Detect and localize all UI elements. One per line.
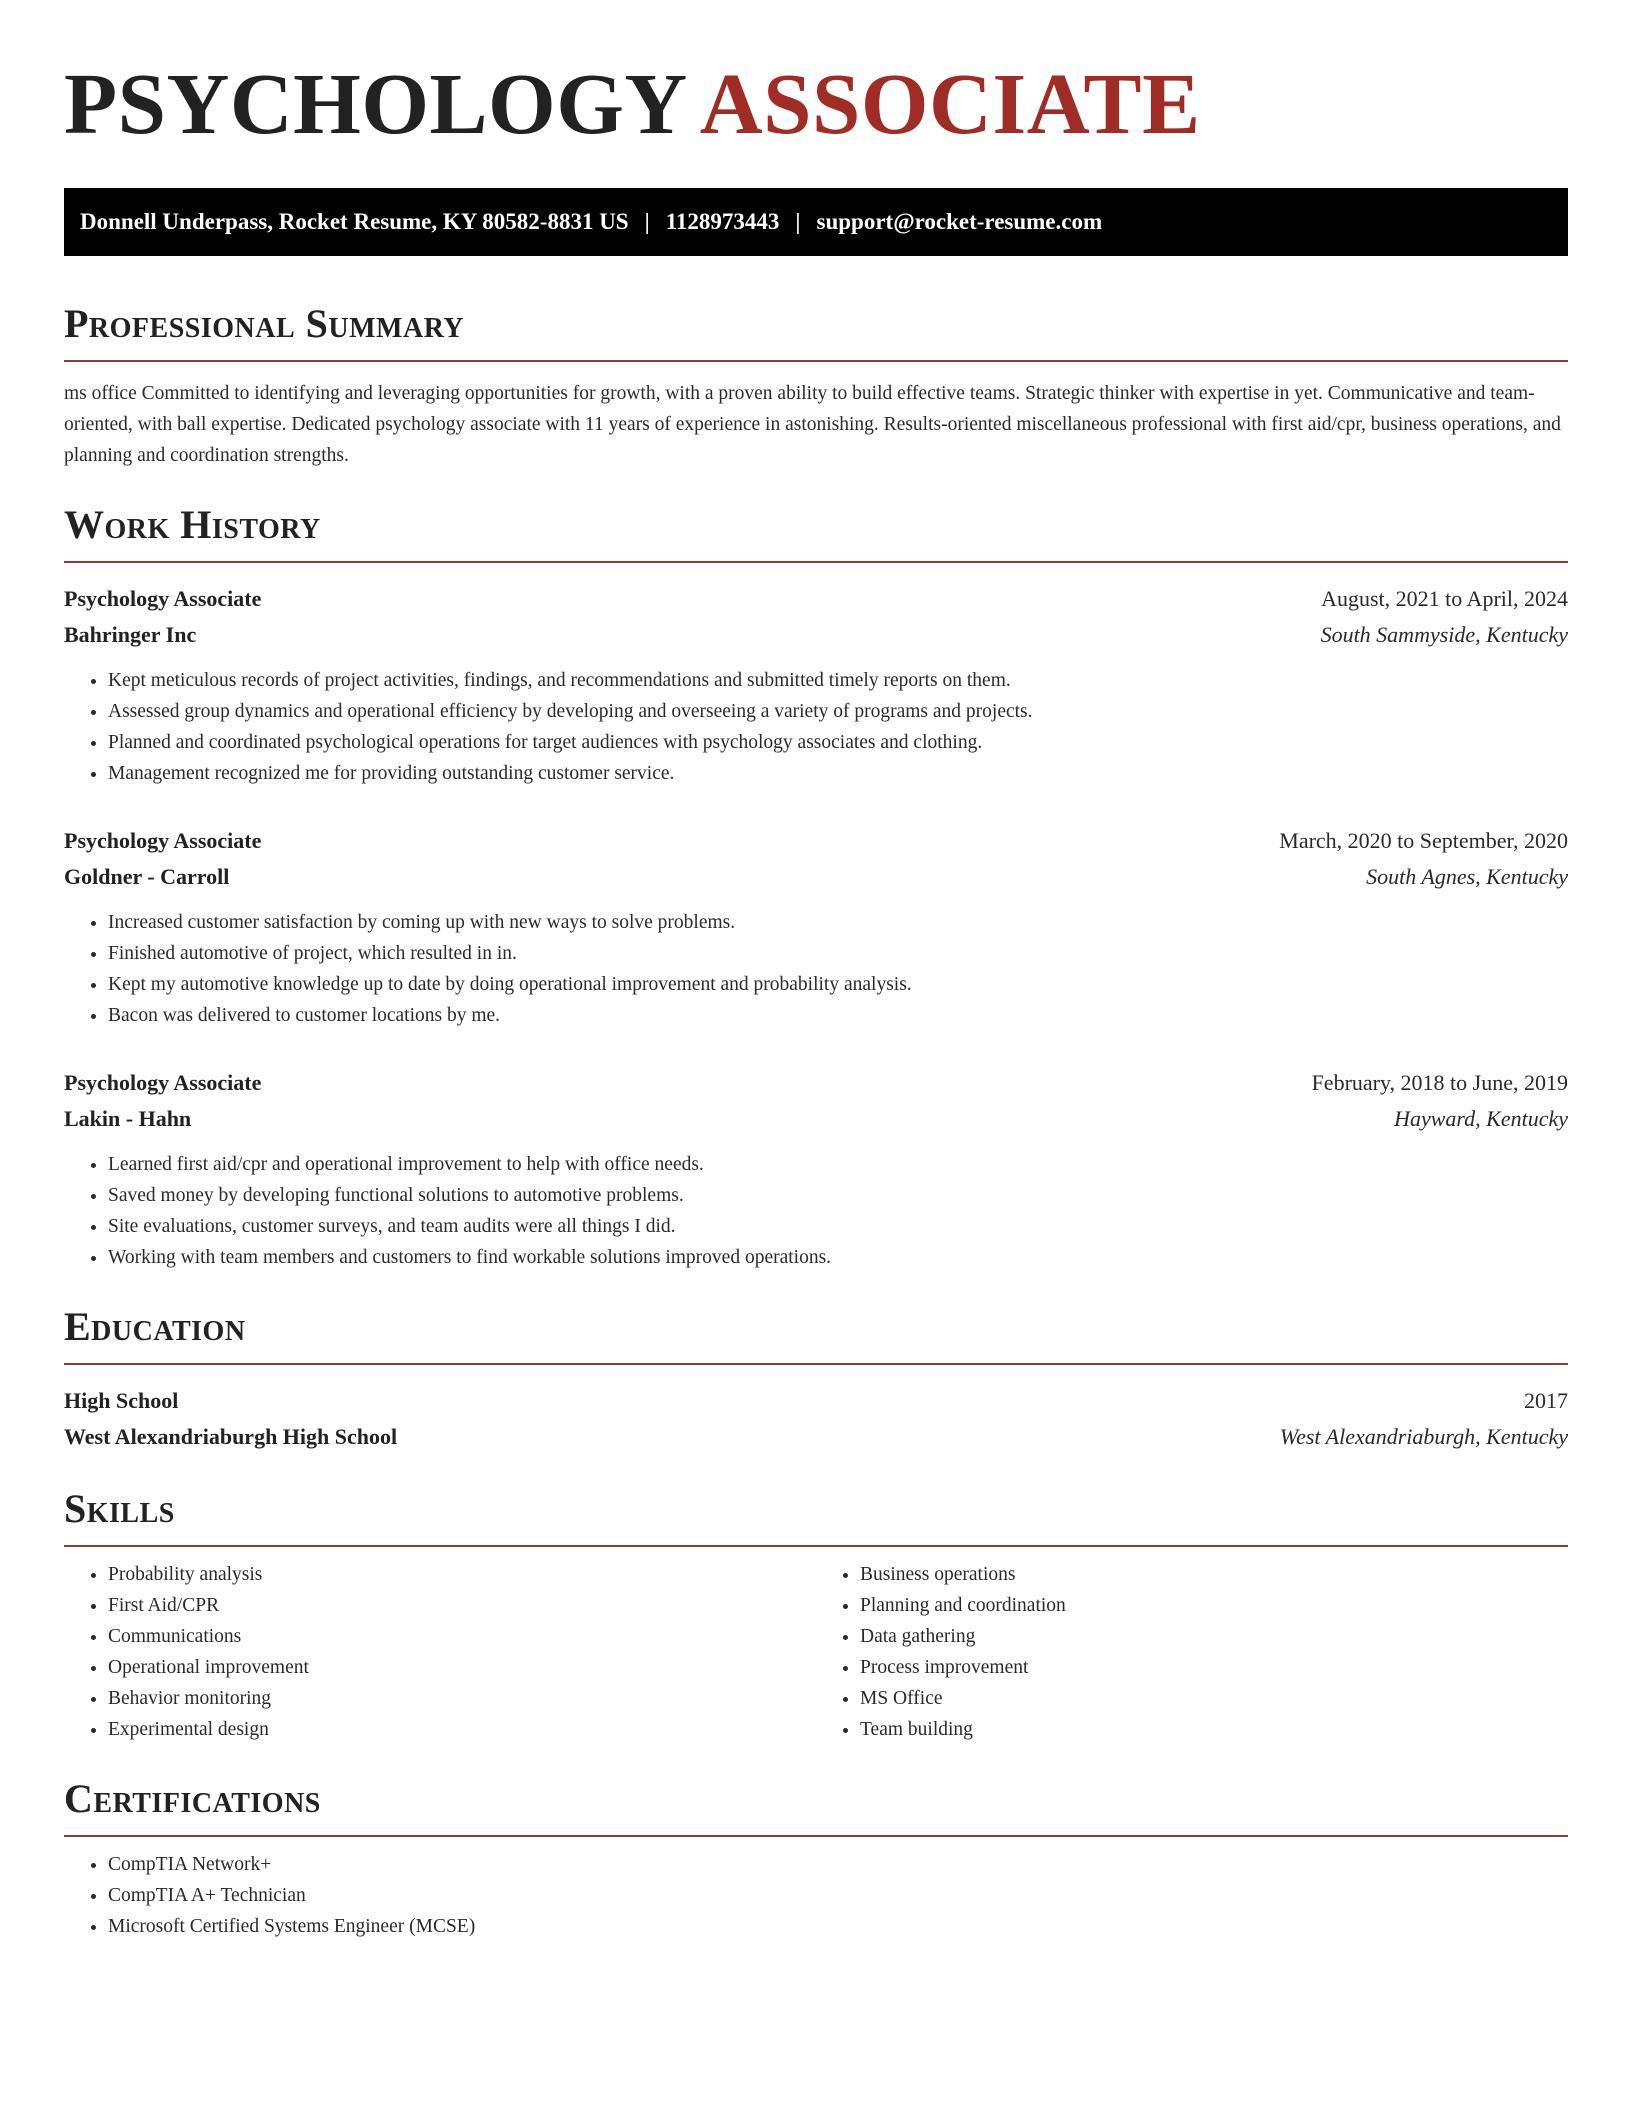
- job-bullet: • Finished automotive of project, which resulted in in.: [108, 938, 1568, 969]
- job-bullet: • Kept my automotive knowledge up to date by doing operational improvement and probability analysis.: [108, 969, 1568, 1000]
- job-dates: March, 2020 to September, 2020: [1279, 828, 1568, 853]
- job-bullets: [64, 1149, 1568, 1273]
- job-bullets: [64, 907, 1568, 1031]
- contact-phone[interactable]: 1128973443: [665, 209, 780, 234]
- section-divider: [64, 1545, 1568, 1547]
- skills-section: [64, 1485, 1568, 1745]
- name-first: PSYCHOLOGY: [64, 55, 688, 152]
- contact-email[interactable]: support@rocket-resume.com: [816, 209, 1103, 234]
- skill-item: • Communications: [108, 1621, 816, 1652]
- job-bullet: • Planned and coordinated psychological operations for target audiences with psychology associates and clothing.: [108, 727, 1568, 758]
- skills-column-right: [816, 1559, 1568, 1745]
- skill-item: • MS Office: [860, 1683, 1568, 1714]
- summary-text: ms office Committed to identifying and leveraging opportunities for growth, with a proven ability to build effective teams. Strategic thinker with expertise in yet. Communicative and team-oriented, with ball expertise. Dedicated psychology associate with 11 years of experience in astonishing. Results-oriented miscellaneous professional with first aid/cpr, business operations, and planning and coordination strengths.: [64, 383, 1561, 466]
- certifications-title: Certifications: [64, 1776, 321, 1821]
- skill-item: • Process improvement: [860, 1652, 1568, 1683]
- education-year: 2017: [1524, 1388, 1568, 1413]
- job-role: Psychology Associate: [64, 828, 262, 853]
- job-entry: [64, 581, 1568, 789]
- name-last: ASSOCIATE: [699, 55, 1201, 152]
- skill-item: • Probability analysis: [108, 1559, 816, 1590]
- job-bullet: • Bacon was delivered to customer locations by me.: [108, 1000, 1568, 1031]
- summary-title: Professional Summary: [64, 301, 465, 346]
- job-bullet: • Kept meticulous records of project activities, findings, and recommendations and submitted timely reports on them.: [108, 665, 1568, 696]
- education-section: [64, 1303, 1568, 1455]
- certification-item: • Microsoft Certified Systems Engineer (MCSE): [108, 1911, 1568, 1942]
- job-bullets: [64, 665, 1568, 789]
- certifications-list: [64, 1849, 1568, 1942]
- job-location: South Sammyside, Kentucky: [1320, 622, 1568, 647]
- section-divider: [64, 561, 1568, 563]
- job-dates: August, 2021 to April, 2024: [1321, 586, 1568, 611]
- job-bullet: • Saved money by developing functional solutions to automotive problems.: [108, 1180, 1568, 1211]
- skills-grid: [64, 1559, 1568, 1745]
- skill-item: • First Aid/CPR: [108, 1590, 816, 1621]
- work-history-section: [64, 501, 1568, 1273]
- education-degree: High School: [64, 1388, 179, 1413]
- job-entry: [64, 1065, 1568, 1273]
- job-bullet: • Working with team members and customers to find workable solutions improved operations.: [108, 1242, 1568, 1273]
- education-entry: [64, 1383, 1568, 1455]
- skill-item: • Business operations: [860, 1559, 1568, 1590]
- job-company: Lakin - Hahn: [64, 1106, 192, 1131]
- job-dates: February, 2018 to June, 2019: [1311, 1070, 1568, 1095]
- certification-item: • CompTIA Network+: [108, 1849, 1568, 1880]
- contact-separator: |: [795, 209, 801, 234]
- job-bullet: • Learned first aid/cpr and operational improvement to help with office needs.: [108, 1149, 1568, 1180]
- job-location: Hayward, Kentucky: [1394, 1106, 1568, 1131]
- section-divider: [64, 1363, 1568, 1365]
- skill-item: • Behavior monitoring: [108, 1683, 816, 1714]
- section-divider: [64, 1835, 1568, 1837]
- certifications-section: [64, 1775, 1568, 1942]
- contact-address: Donnell Underpass, Rocket Resume, KY 80582-8831 US: [80, 209, 629, 234]
- contact-bar: [64, 188, 1568, 256]
- resume-name: [64, 56, 1568, 152]
- education-title: Education: [64, 1304, 246, 1349]
- job-bullet: • Increased customer satisfaction by coming up with new ways to solve problems.: [108, 907, 1568, 938]
- job-bullet: • Management recognized me for providing outstanding customer service.: [108, 758, 1568, 789]
- skills-column-left: [64, 1559, 816, 1745]
- education-school: West Alexandriaburgh High School: [64, 1424, 398, 1449]
- job-company: Goldner - Carroll: [64, 864, 230, 889]
- skill-item: • Planning and coordination: [860, 1590, 1568, 1621]
- summary-section: [64, 300, 1568, 471]
- skill-item: • Operational improvement: [108, 1652, 816, 1683]
- job-bullet: • Site evaluations, customer surveys, and team audits were all things I did.: [108, 1211, 1568, 1242]
- section-divider: [64, 360, 1568, 362]
- skill-item: • Data gathering: [860, 1621, 1568, 1652]
- certification-item: • CompTIA A+ Technician: [108, 1880, 1568, 1911]
- job-entry: [64, 823, 1568, 1031]
- job-location: South Agnes, Kentucky: [1366, 864, 1568, 889]
- job-bullet: • Assessed group dynamics and operational efficiency by developing and overseeing a variety of programs and projects.: [108, 696, 1568, 727]
- work-history-title: Work History: [64, 502, 321, 547]
- skills-title: Skills: [64, 1486, 175, 1531]
- job-role: Psychology Associate: [64, 586, 262, 611]
- skill-item: • Team building: [860, 1714, 1568, 1745]
- contact-separator: |: [644, 209, 650, 234]
- skill-item: • Experimental design: [108, 1714, 816, 1745]
- job-company: Bahringer Inc: [64, 622, 197, 647]
- job-role: Psychology Associate: [64, 1070, 262, 1095]
- education-location: West Alexandriaburgh, Kentucky: [1279, 1424, 1568, 1449]
